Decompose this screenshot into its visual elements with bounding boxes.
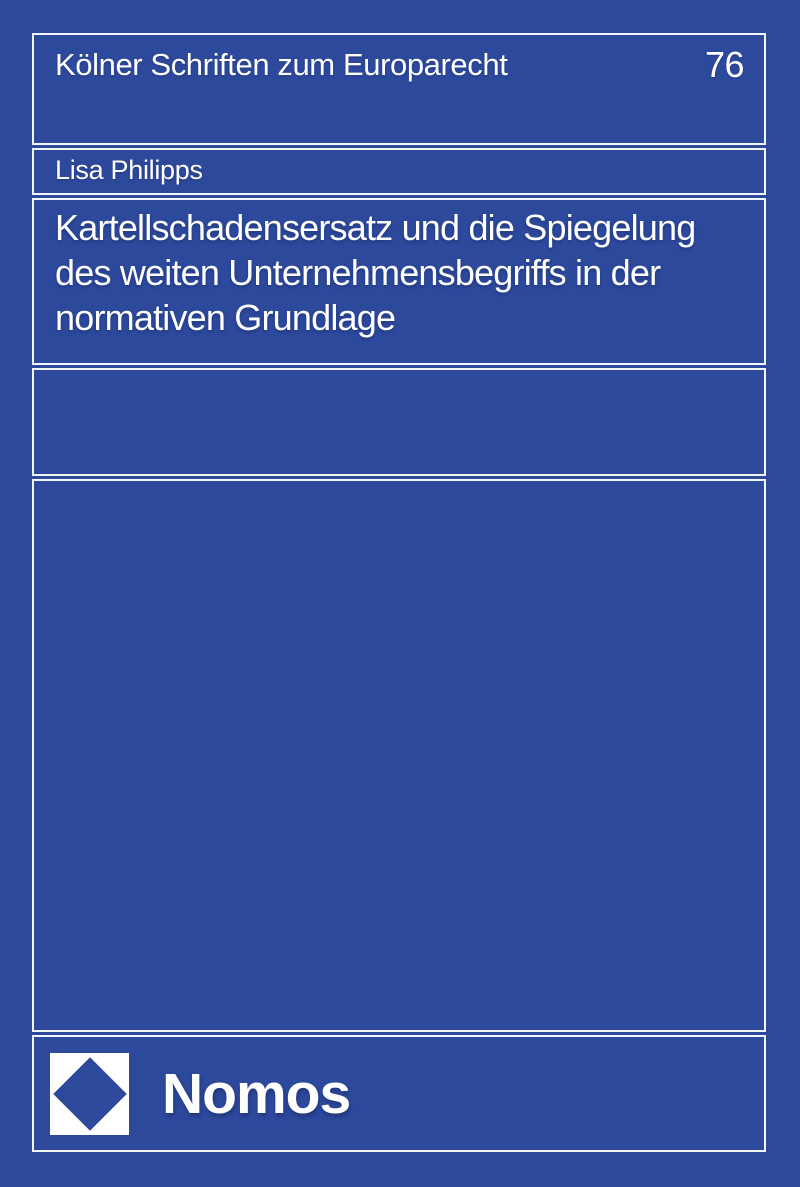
series-header-box: [32, 33, 766, 145]
publisher-wordmark: Nomos: [162, 1061, 351, 1126]
series-title: Kölner Schriften zum Europarecht: [55, 47, 508, 82]
publisher-band: [32, 1035, 766, 1152]
series-volume-number: 76: [704, 44, 744, 85]
author-name: Lisa Philipps: [55, 155, 203, 185]
empty-band-small: [32, 368, 766, 476]
book-title-line-1: Kartellschadensersatz und die Spiegelung: [55, 207, 696, 248]
book-title-line-2: des weiten Unternehmensbegriffs in der: [55, 252, 661, 293]
title-box: [32, 198, 766, 365]
diamond-shape: [53, 1057, 127, 1131]
empty-band-large: [32, 479, 766, 1032]
book-title-line-3: normativen Grundlage: [55, 297, 396, 338]
author-box: [32, 148, 766, 195]
nomos-diamond-icon: [50, 1053, 129, 1135]
